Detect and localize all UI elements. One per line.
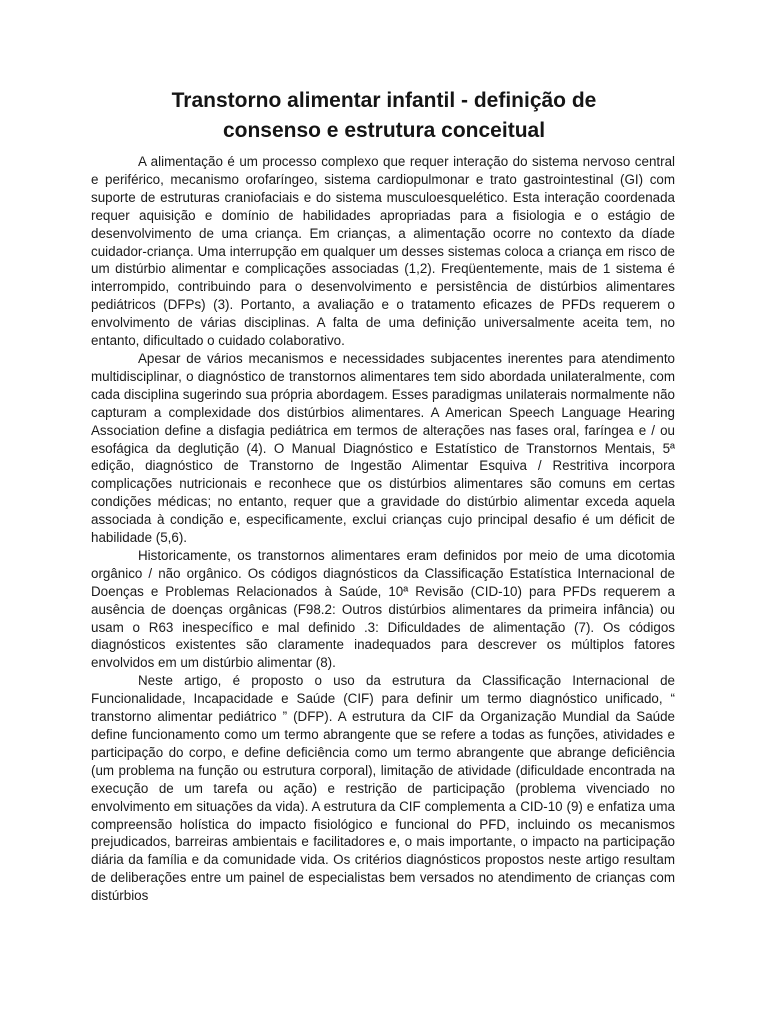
paragraph: Apesar de vários mecanismos e necessidades subjacentes inerentes para atendimento multidisciplinar, o diagnóstico de transtornos alimentares tem sido abordada unilateralmente, com cada disciplina sugerindo sua própria abordagem. Esses paradigmas unilaterais normalmente não capturam a complexidade dos distúrbios alimentares. A American Speech Language Hearing Association define a disfagia pediátrica em termos de alterações nas fases oral, faríngea e / ou esofágica da deglutição (4). O Manual Diagnóstico e Estatístico de Transtornos Mentais, 5ª edição, diagnóstico de Transtorno de Ingestão Alimentar Esquiva / Restritiva incorpora complicações nutricionais e reconhece que os distúrbios alimentares são comuns em certas condições médicas; no entanto, requer que a gravidade do distúrbio alimentar exceda aquela associada à condição e, especificamente, exclui crianças cujo principal desafio é um déficit de habilidade (5,6). xyxy=(91,350,675,546)
title-line-1: Transtorno alimentar infantil - definição de xyxy=(171,89,597,112)
paragraph: Historicamente, os transtornos alimentares eram definidos por meio de uma dicotomia orgânico / não orgânico. Os códigos diagnósticos da Classificação Estatística Internacional de Doenças e Problemas Relacionados à Saúde, 10ª Revisão (CID-10) para PFDs requerem a ausência de doenças orgânicas (F98.2: Outros distúrbios alimentares da primeira infância) ou usam o R63 inespecífico e mal definido .3: Dificuldades de alimentação (7). Os códigos diagnósticos existentes são claramente inadequados para descrever os múltiplos fatores envolvidos em um distúrbio alimentar (8). xyxy=(91,547,675,671)
title-line-2: consenso e estrutura conceitual xyxy=(222,119,546,142)
paragraph: A alimentação é um processo complexo que requer interação do sistema nervoso central e periférico, mecanismo orofaríngeo, sistema cardiopulmonar e trato gastrointestinal (GI) com suporte de estruturas craniofaciais e do sistema musculoesquelético. Esta interação coordenada requer aquisição e domínio de habilidades apropriadas para a fisiologia e o estágio de desenvolvimento de uma criança. Em crianças, a alimentação ocorre no contexto da díade cuidador-criança. Uma interrupção em qualquer um desses sistemas coloca a criança em risco de um distúrbio alimentar e complicações associadas (1,2). Freqüentemente, mais de 1 sistema é interrompido, contribuindo para o desenvolvimento e persistência de distúrbios alimentares pediátricos (DFPs) (3). Portanto, a avaliação e o tratamento eficazes de PFDs requerem o envolvimento de várias disciplinas. A falta de uma definição universalmente aceita tem, no entanto, dificultado o cuidado colaborativo. xyxy=(91,154,675,349)
paragraph: Neste artigo, é proposto o uso da estrutura da Classificação Internacional de Funcionalidade, Incapacidade e Saúde (CIF) para definir um termo diagnóstico unificado, “ transtorno alimentar pediátrico ” (DFP). A estrutura da CIF da Organização Mundial da Saúde define funcionamento como um termo abrangente que se refere a todas as funções, atividades e participação do corpo, e define deficiência como um termo abrangente que abrange deficiência (um problema na função ou estrutura corporal), limitação de atividade (dificuldade encontrada na execução de um tarefa ou ação) e restrição de participação (problema vivenciado no envolvimento em situações da vida). A estrutura da CIF complementa a CID-10 (9) e enfatiza uma compreensão holística do impacto fisiológico e funcional do PFD, incluindo os mecanismos prejudicados, barreiras ambientais e facilitadores e, o mais importante, o impacto na participação diária da família e da comunidade vida. Os critérios diagnósticos propostos neste artigo resultam de deliberações entre um painel de especialistas bem versados no atendimento de crianças com distúrbios xyxy=(91,673,675,904)
document-body xyxy=(91,153,675,905)
document-title xyxy=(90,86,678,146)
